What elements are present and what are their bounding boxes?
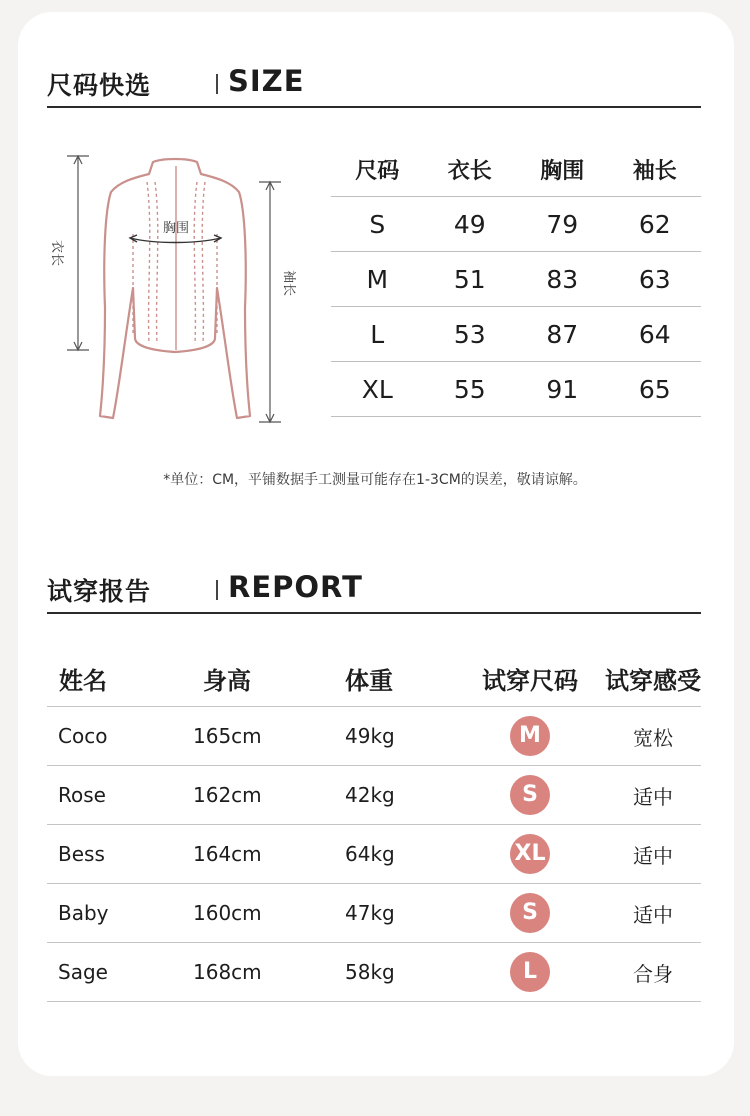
height-cell: 160cm	[179, 884, 333, 943]
size-table-header	[331, 142, 701, 197]
size-section-title	[47, 60, 701, 108]
weight-cell: 49kg	[333, 707, 455, 766]
name-cell: Bess	[47, 825, 179, 884]
size-badge-cell	[455, 943, 605, 1002]
fit-cell: 合身	[605, 943, 701, 1002]
weight-col-header: 体重	[345, 666, 393, 695]
size-cell: XL	[331, 362, 424, 417]
table-row	[331, 252, 701, 307]
garment-diagram	[45, 148, 305, 438]
length-col-header: 衣长	[447, 158, 492, 184]
size-title-cn: 尺码快选	[47, 71, 152, 100]
fit-cell: 适中	[605, 825, 701, 884]
fit-cell: 适中	[605, 766, 701, 825]
name-cell: Rose	[47, 766, 179, 825]
height-cell: 162cm	[179, 766, 333, 825]
length-cell: 49	[424, 197, 517, 252]
height-cell: 168cm	[179, 943, 333, 1002]
tried-size-col-header: 试穿尺码	[482, 666, 578, 695]
table-row	[331, 197, 701, 252]
name-cell: Baby	[47, 884, 179, 943]
table-row	[47, 884, 701, 943]
size-badge-cell	[455, 707, 605, 766]
name-cell: Sage	[47, 943, 179, 1002]
size-cell: L	[331, 307, 424, 362]
size-table	[331, 142, 701, 417]
chest-col-header: 胸围	[540, 158, 585, 184]
chest-cell: 91	[516, 362, 609, 417]
size-badge-cell	[455, 825, 605, 884]
weight-cell: 64kg	[333, 825, 455, 884]
sleeve-label: 袖长	[281, 270, 296, 297]
height-cell: 165cm	[179, 707, 333, 766]
report-title-en: REPORT	[228, 570, 363, 604]
fit-cell: 适中	[605, 884, 701, 943]
size-badge: M	[510, 716, 550, 756]
report-table	[47, 650, 701, 1002]
chest-cell: 87	[516, 307, 609, 362]
name-col-header: 姓名	[59, 666, 107, 695]
report-table-header	[47, 650, 701, 707]
weight-cell: 47kg	[333, 884, 455, 943]
length-cell: 53	[424, 307, 517, 362]
length-cell: 55	[424, 362, 517, 417]
size-badge: S	[510, 893, 550, 933]
size-badge-cell	[455, 884, 605, 943]
size-cell: M	[331, 252, 424, 307]
table-row	[47, 766, 701, 825]
chest-cell: 83	[516, 252, 609, 307]
height-col-header: 身高	[203, 666, 251, 695]
title-divider	[216, 580, 218, 600]
weight-cell: 42kg	[333, 766, 455, 825]
report-section-title	[47, 566, 701, 614]
sleeve-col-header: 袖长	[632, 158, 677, 184]
size-col-header: 尺码	[355, 158, 400, 184]
chest-cell: 79	[516, 197, 609, 252]
size-cell: S	[331, 197, 424, 252]
size-badge: L	[510, 952, 550, 992]
fit-feel-col-header: 试穿感受	[605, 666, 701, 695]
sleeve-cell: 62	[609, 197, 702, 252]
table-row	[47, 825, 701, 884]
fit-cell: 宽松	[605, 707, 701, 766]
table-row	[47, 707, 701, 766]
size-badge-cell	[455, 766, 605, 825]
length-label: 衣长	[49, 240, 64, 267]
table-row	[331, 307, 701, 362]
sleeve-cell: 65	[609, 362, 702, 417]
length-cell: 51	[424, 252, 517, 307]
size-badge: S	[510, 775, 550, 815]
chest-label: 胸围	[162, 221, 190, 236]
sleeve-cell: 64	[609, 307, 702, 362]
size-title-en: SIZE	[228, 64, 305, 98]
height-cell: 164cm	[179, 825, 333, 884]
size-badge: XL	[510, 834, 550, 874]
report-title-cn: 试穿报告	[47, 577, 152, 606]
table-row	[331, 362, 701, 417]
name-cell: Coco	[47, 707, 179, 766]
weight-cell: 58kg	[333, 943, 455, 1002]
table-row	[47, 943, 701, 1002]
title-divider	[216, 74, 218, 94]
sleeve-cell: 63	[609, 252, 702, 307]
measurement-note: *单位：CM，平铺数据手工测量可能存在1-3CM的误差，敬请谅解。	[163, 472, 587, 488]
